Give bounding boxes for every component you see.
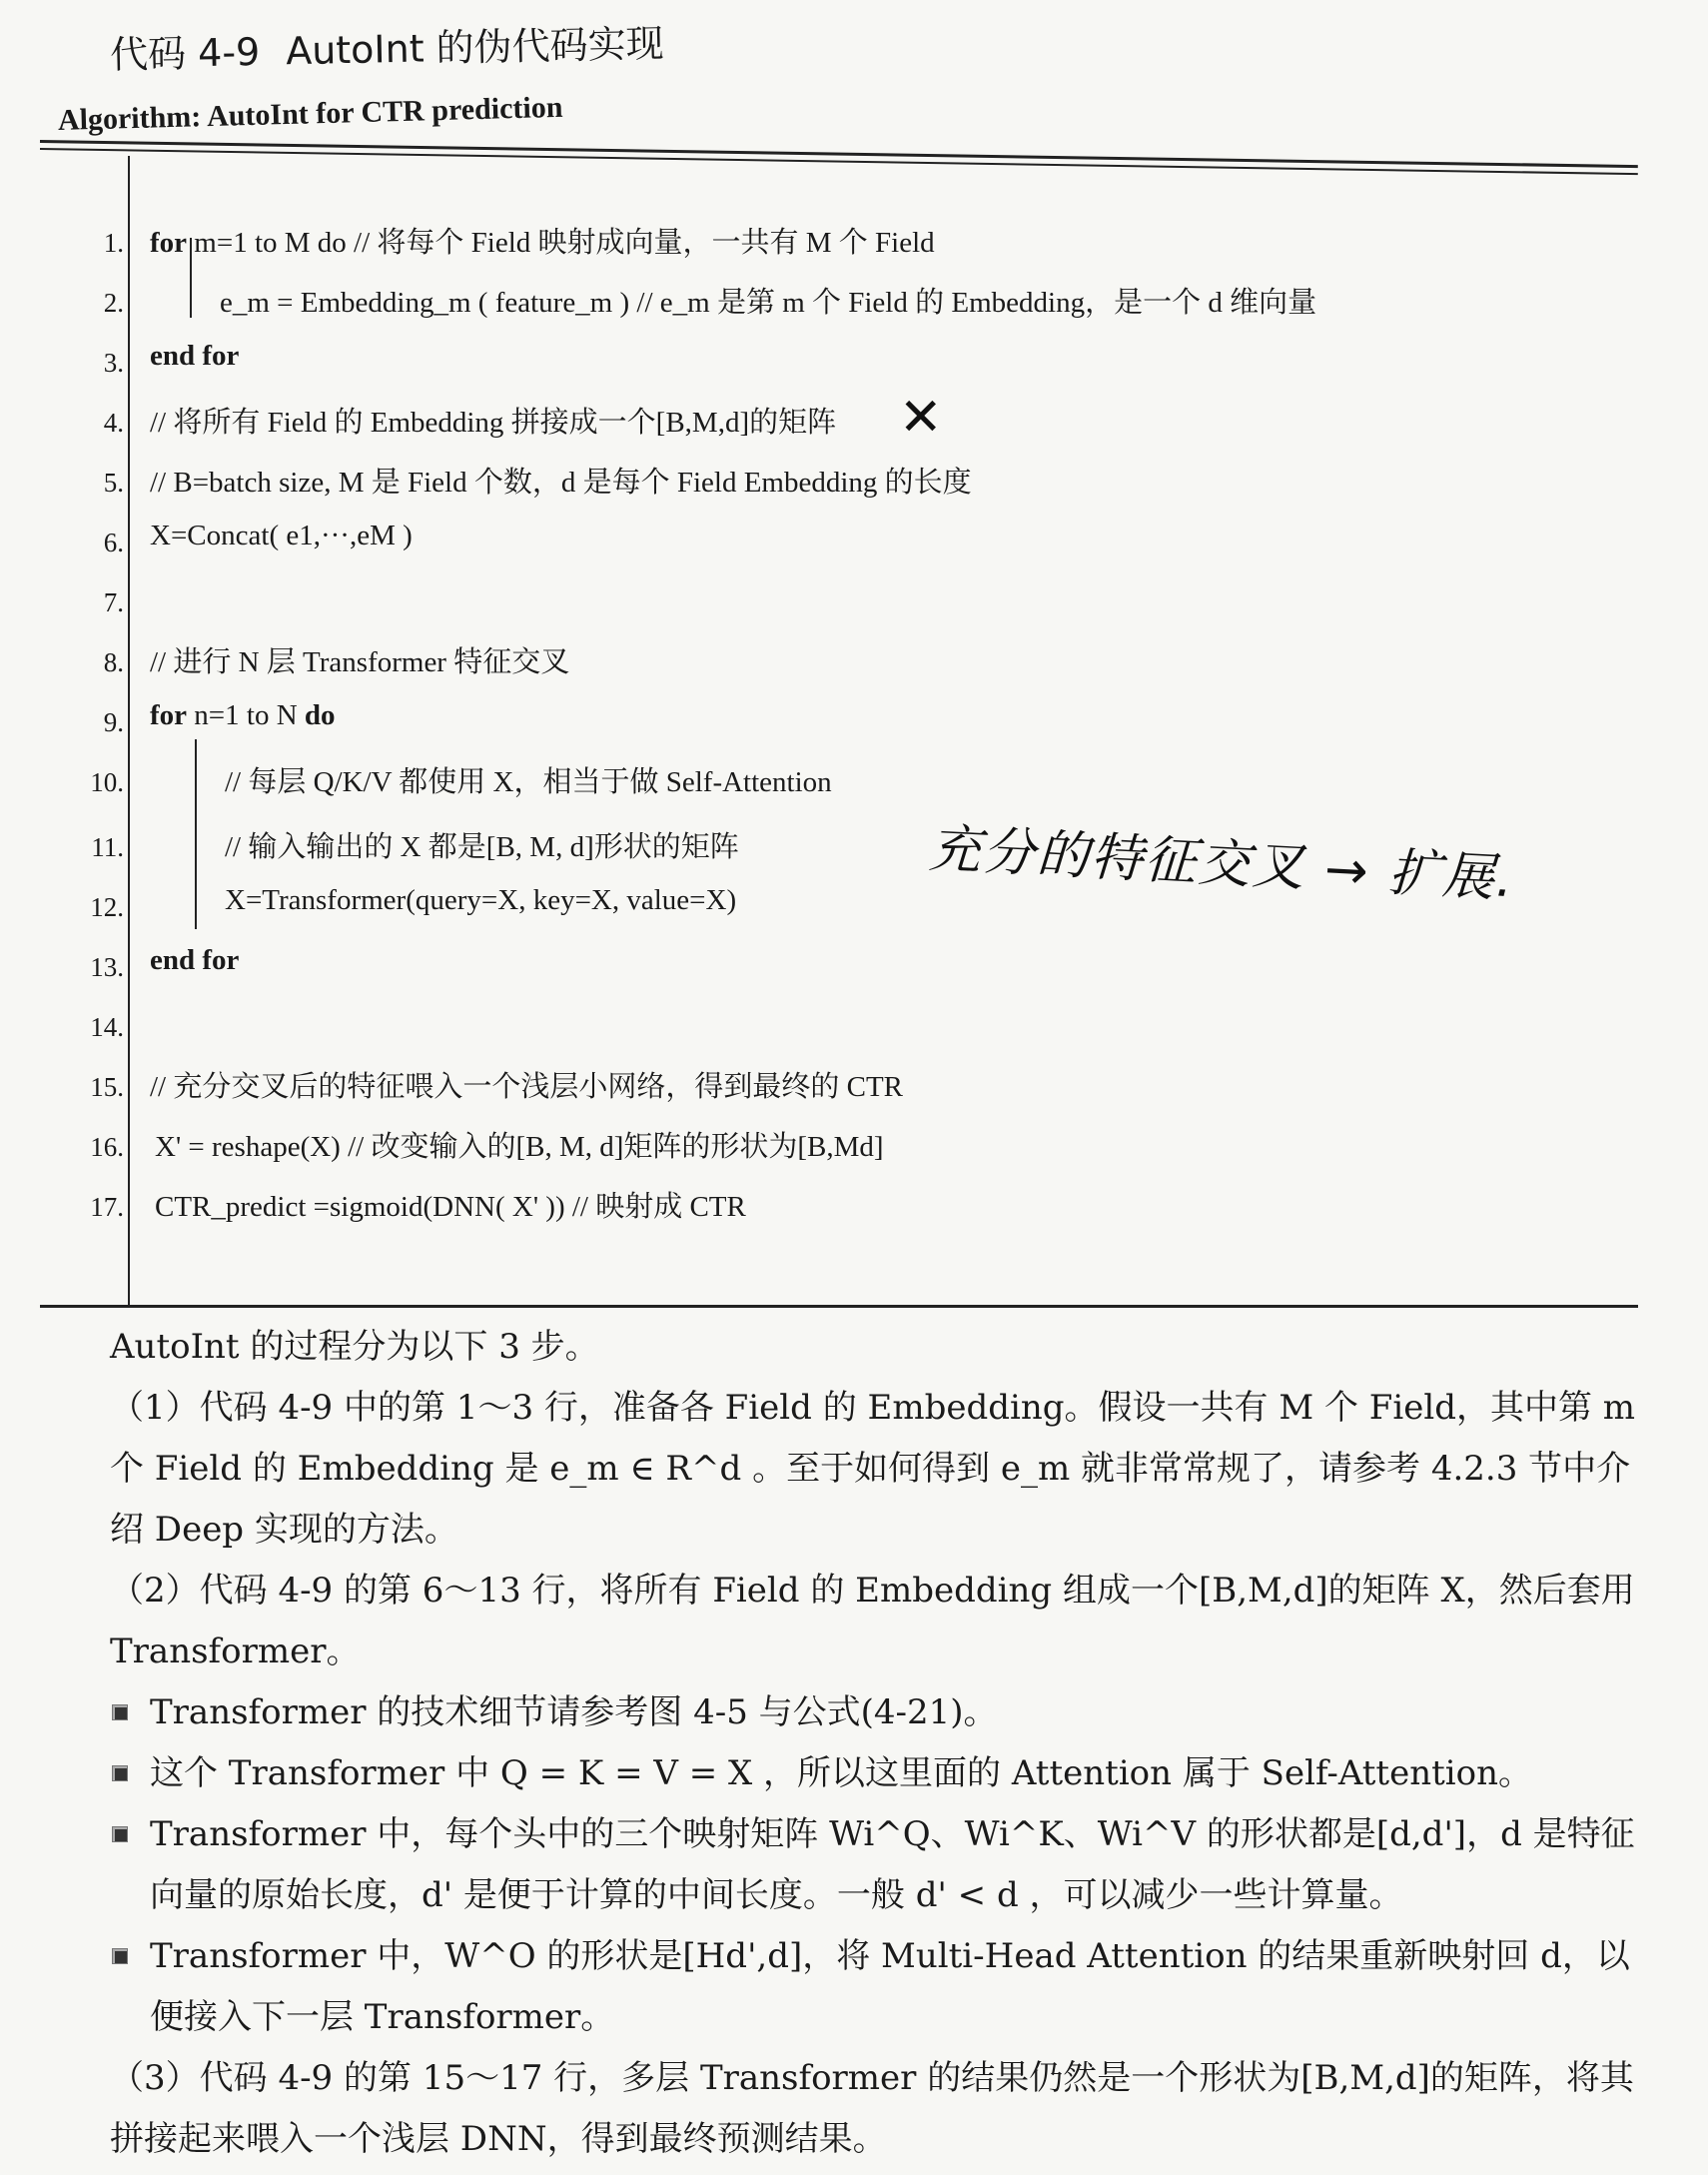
line-code: // 将所有 Field 的 Embedding 拼接成一个[B,M,d]的矩阵 [150, 407, 837, 439]
line-number: 8. [103, 647, 124, 677]
line-number: 6. [103, 528, 124, 557]
line-number: 10. [90, 767, 124, 797]
bullet-square-icon [112, 1765, 128, 1781]
bullet-square-icon [112, 1704, 128, 1720]
algorithm-line [40, 579, 1638, 629]
line-code: // B=batch size, M 是 Field 个数，d 是每个 Field Embedding 的长度 [150, 467, 972, 499]
algorithm-line [40, 220, 1638, 270]
bullet-text: Transformer 中，W^O 的形状是[Hd',d]，将 Multi-Head Attention 的结果重新映射回 d，以便接入下一层 Transformer。 [150, 1936, 1630, 2037]
line-code: end for [150, 340, 240, 372]
line-number: 15. [90, 1072, 124, 1102]
bullet-text: Transformer 的技术细节请参考图 4-5 与公式(4-21)。 [150, 1692, 998, 1732]
handwritten-x-mark: ✕ [899, 388, 943, 448]
algorithm-line [40, 1064, 1638, 1114]
line-code: // 充分交叉后的特征喂入一个浅层小网络，得到最终的 CTR [150, 1071, 904, 1103]
line-number: 5. [103, 468, 124, 498]
line-code: // 输入输出的 X 都是[B, M, d]形状的矩阵 [225, 831, 739, 863]
step3-paragraph: （3）代码 4-9 的第 15～17 行，多层 Transformer 的结果仍然是一个形状为[B,M,d]的矩阵，将其拼接起来喂入一个浅层 DNN，得到最终预测结果。 [110, 2058, 1634, 2159]
line-code: e_m = Embedding_m ( feature_m ) // e_m 是第 m 个 Field 的 Embedding，是一个 d 维向量 [220, 287, 1317, 319]
algorithm-line [40, 400, 1638, 450]
step2-paragraph: （2）代码 4-9 的第 6～13 行，将所有 Field 的 Embedding 组成一个[B,M,d]的矩阵 X，然后套用 Transformer。 [110, 1571, 1635, 1671]
algorithm-line [40, 520, 1638, 569]
step1-paragraph: （1）代码 4-9 中的第 1～3 行，准备各 Field 的 Embedding。假设一共有 M 个 Field，其中第 m 个 Field 的 Embedding 是 e_m ∈ R^d 。至于如何得到 e_m 就非常常规了，请参考 4.2.3 节中介绍 Deep 实现的方法。 [110, 1388, 1636, 1550]
line-number: 2. [103, 288, 124, 318]
line-number: 7. [103, 587, 124, 617]
algorithm-line [40, 699, 1638, 749]
line-code: // 进行 N 层 Transformer 特征交叉 [150, 646, 570, 678]
algorithm-box [40, 90, 1638, 1309]
rule-bottom [40, 1305, 1638, 1308]
bullet-text: Transformer 中，每个头中的三个映射矩阵 Wi^Q、Wi^K、Wi^V 的形状都是[d,d']，d 是特征向量的原始长度，d' 是便于计算的中间长度。一般 d' < d ，可以减少一些计算量。 [150, 1814, 1635, 1915]
line-number: 1. [103, 228, 124, 258]
line-code: // 每层 Q/K/V 都使用 X，相当于做 Self-Attention [225, 766, 832, 798]
caption-label: 代码 4-9 [109, 29, 261, 77]
line-code: X=Transformer(query=X, key=X, value=X) [225, 884, 737, 916]
line-number: 4. [103, 408, 124, 438]
line-code: end for [150, 944, 240, 976]
code-caption [109, 12, 690, 79]
algorithm-line [40, 1124, 1638, 1174]
bullet-item [40, 1743, 1638, 1804]
algorithm-line [40, 280, 1638, 330]
algorithm-line [40, 1184, 1638, 1234]
handwritten-note: 充分的特征交叉 → 扩展. [927, 818, 1517, 910]
algorithm-line [40, 944, 1638, 994]
bullet-item [40, 1682, 1638, 1743]
rule-top [40, 140, 1638, 168]
bullet-square-icon [112, 1826, 128, 1842]
line-number: 13. [90, 952, 124, 982]
line-code: for m=1 to M do // 将每个 Field 映射成向量，一共有 M 个 Field [150, 227, 935, 259]
line-number: 17. [90, 1192, 124, 1222]
algorithm-header: Algorithm: AutoInt for CTR prediction [57, 90, 563, 137]
algorithm-line [40, 460, 1638, 510]
algorithm-line [40, 759, 1638, 809]
line-code: X' = reshape(X) // 改变输入的[B, M, d]矩阵的形状为[B,Md] [155, 1131, 884, 1163]
caption-title: AutoInt 的伪代码实现 [285, 21, 665, 74]
intro-paragraph: AutoInt 的过程分为以下 3 步。 [110, 1327, 599, 1367]
line-code: X=Concat( e1,···,eM ) [150, 520, 413, 551]
bullet-square-icon [112, 1948, 128, 1964]
body-text [40, 1317, 1638, 2170]
algorithm-line [40, 639, 1638, 689]
bullet-text: 这个 Transformer 中 Q = K = V = X ，所以这里面的 Attention 属于 Self-Attention。 [150, 1753, 1533, 1793]
line-number: 11. [91, 832, 124, 862]
algorithm-line [40, 340, 1638, 390]
line-number: 9. [103, 707, 124, 737]
line-number: 16. [90, 1132, 124, 1162]
line-number: 14. [90, 1012, 124, 1042]
line-code: CTR_predict =sigmoid(DNN( X' )) // 映射成 CTR [155, 1191, 746, 1223]
line-code: for n=1 to N do [150, 699, 336, 731]
algorithm-line [40, 1004, 1638, 1054]
bullet-item [40, 1926, 1638, 2048]
line-number: 3. [103, 348, 124, 378]
bullet-item [40, 1804, 1638, 1926]
line-number: 12. [90, 892, 124, 922]
